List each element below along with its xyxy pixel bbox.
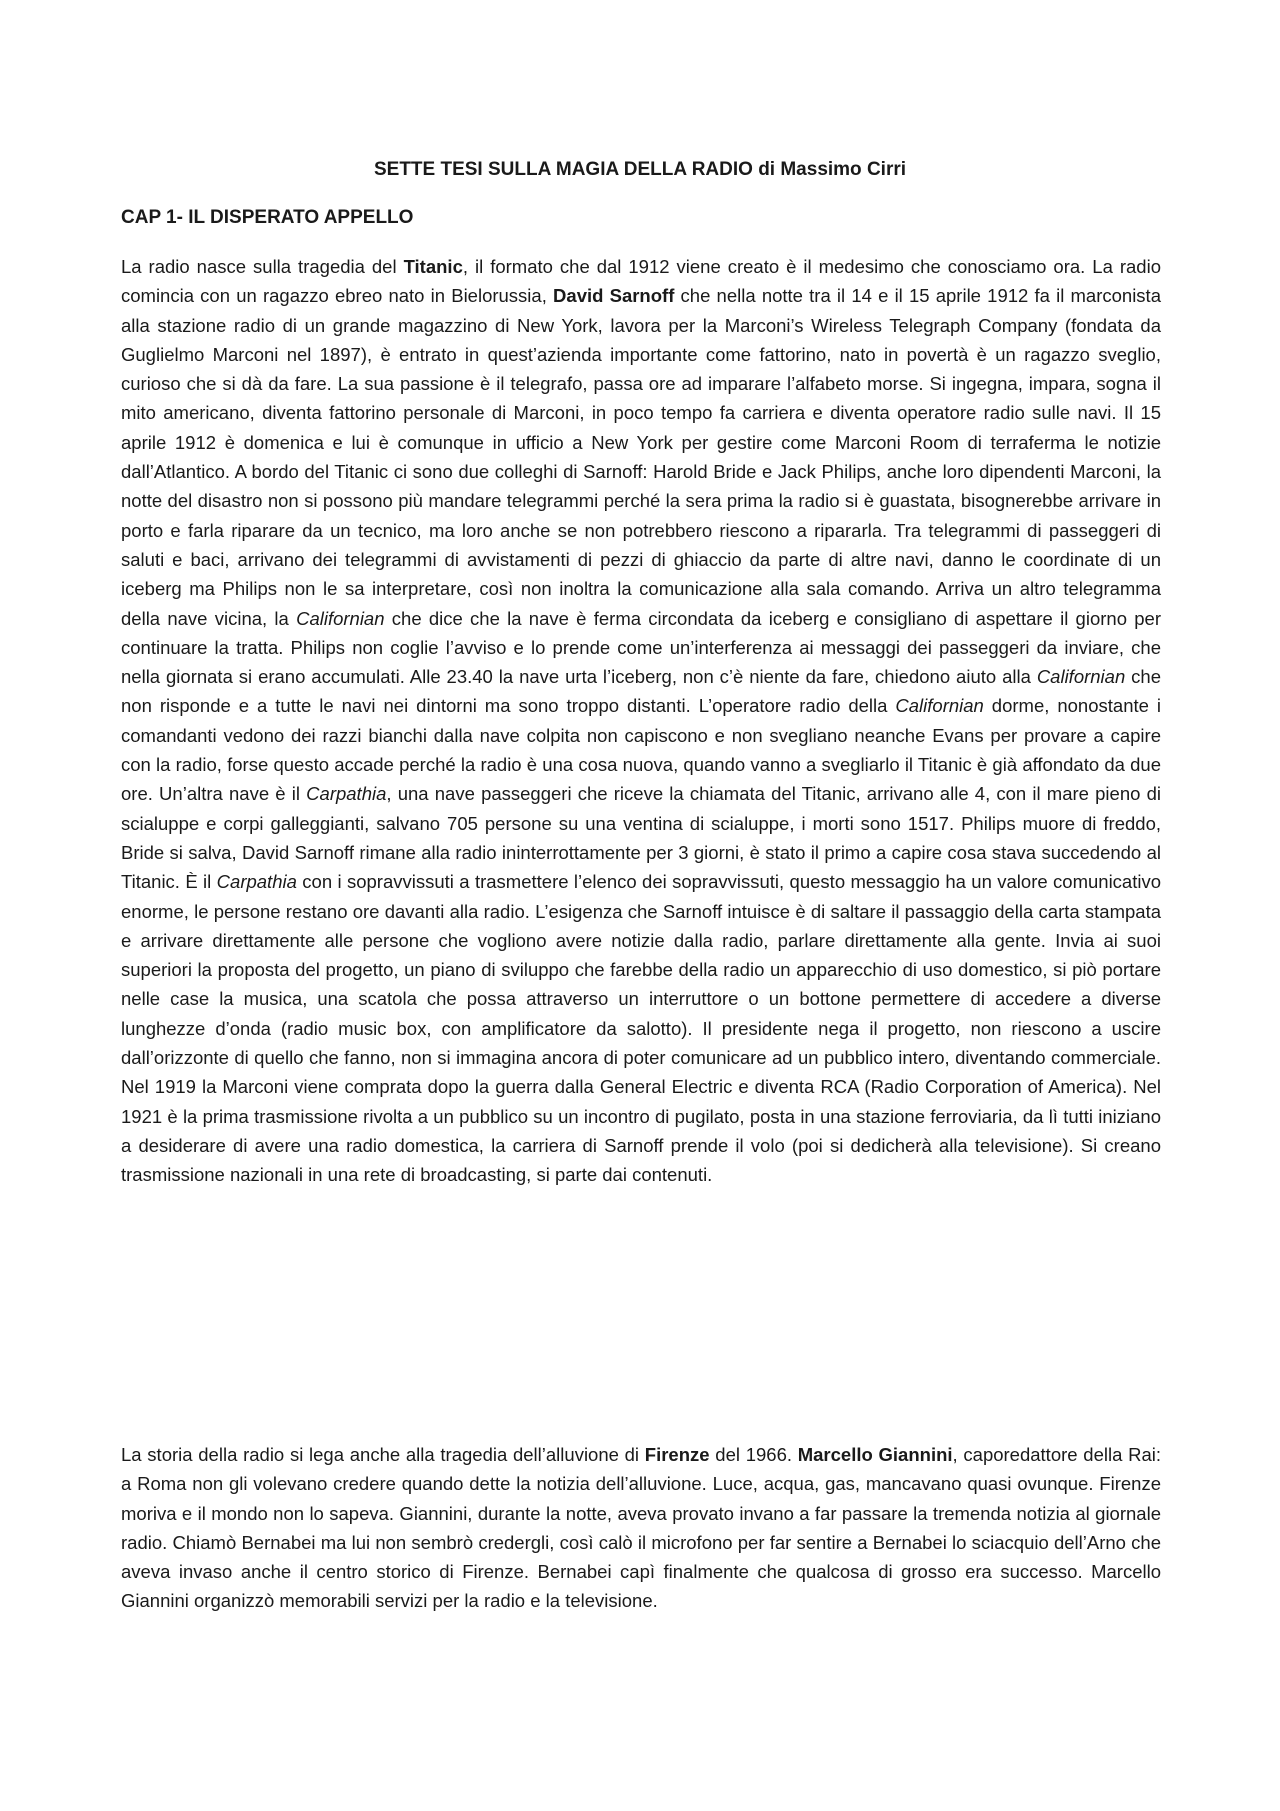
paragraph-titanic	[121, 252, 1161, 1190]
italic-term-californian: Californian	[1036, 666, 1126, 688]
text-segment: dorme, nonostante i comandanti vedono dei razzi bianchi dalla nave colpita non capiscono e non svegliano neanche Evans per provare a capire con la radio, forse questo accade perché la radio è una cosa nuova, quando vanno a svegliarlo il Titanic è già affondato da due ore. Un’altra nave è il	[121, 695, 1161, 805]
bold-term-firenze: Firenze	[644, 1444, 710, 1465]
text-segment: con i sopravvissuti a trasmettere l’elenco dei sopravvissuti, questo messaggio ha un valore comunicativo enorme, le persone restano ore davanti alla radio. L’esigenza che Sarnoff intuisce è di saltare il passaggio della carta stampata e arrivare direttamente alle persone che vogliono avere notizie dalla radio, parlare direttamente alla gente. Invia ai suoi superiori la proposta del progetto, un piano di sviluppo che farebbe della radio un apparecchio di uso domestico, si piò portare nelle case la musica, una scatola che possa attraverso un interruttore o un bottone permettere di accedere a diverse lunghezze d’onda (radio music box, con amplificatore da salotto). Il presidente nega il progetto, non riescono a uscire dall’orizzonte di quello che fanno, non si immagina ancora di poter comunicare ad un pubblico intero, diventando commerciale. Nel 1919 la Marconi viene comprata dopo la guerra dalla General Electric e diventa RCA (Radio Corporation of America). Nel 1921 è la prima trasmissione rivolta a un pubblico su un incontro di pugilato, posta in una stazione ferroviaria, da lì tutti iniziano a desiderare di avere una radio domestica, la carriera di Sarnoff prende il volo (poi si dedicherà alla televisione). Si creano trasmissione nazionali in una rete di broadcasting, si parte dai contenuti.	[121, 871, 1162, 1186]
text-segment: , caporedattore della Rai: a Roma non gli volevano credere quando dette la notizia dell’alluvione. Luce, acqua, gas, mancavano quasi ovunque. Firenze moriva e il mondo non lo sapeva. Giannini, durante la notte, aveva provato invano a far passare la tremenda notizia al giornale radio. Chiamò Bernabei ma lui non sembrò credergli, così calò il microfono per far sentire a Bernabei lo sciacquio dell’Arno che aveva invaso anche il centro storico di Firenze. Bernabei capì finalmente che qualcosa di grosso era successo. Marcello Giannini organizzò memorabili servizi per la radio e la televisione.	[121, 1444, 1162, 1612]
text-segment: che dice che la nave è ferma circondata da iceberg e consigliano di aspettare il giorno per continuare la tratta. Philips non coglie l’avviso e lo prende come un’interferenza ai messaggi dei passeggeri da inviare, che nella giornata si erano accumulati. Alle 23.40 la nave urta l’iceberg, non c’è niente da fare, chiedono aiuto alla	[121, 607, 1161, 688]
bold-term-titanic: Titanic	[403, 256, 463, 277]
text-segment: che nella notte tra il 14 e il 15 aprile 1912 fa il marconista alla stazione radio di un grande magazzino di New York, lavora per la Marconi’s Wireless Telegraph Company (fondata da Guglielmo Marconi nel 1897), è entrato in quest’azienda importante come fattorino, nato in povertà è un ragazzo sveglio, curioso che si dà da fare. La sua passione è il telegrafo, passa ore ad imparare l’alfabeto morse. Si ingegna, impara, sogna il mito americano, diventa fattorino personale di Marconi, in poco tempo fa carriera e diventa operatore radio sulle navi. Il 15 aprile 1912 è domenica e lui è comunque in ufficio a New York per gestire come Marconi Room di terraferma le notizie dall’Atlantico. A bordo del Titanic ci sono due colleghi di Sarnoff: Harold Bride e Jack Philips, anche loro dipendenti Marconi, la notte del disastro non si possono più mandare telegrammi perché la sera prima la radio si è guastata, bisognerebbe arrivare in porto e farla riparare da un tecnico, ma loro anche se non potrebbero riescono a ripararla. Tra telegrammi di passeggeri di saluti e baci, arrivano dei telegrammi di avvistamenti di pezzi di ghiaccio da parte di altre navi, danno le coordinate di un iceberg ma Philips non le sa interpretare, così non inoltra la comunicazione alla sala comando. Arriva un altro telegramma della nave vicina, la	[121, 285, 1161, 629]
italic-term-carpathia: Carpathia	[306, 783, 387, 805]
bold-term-marcello-giannini: Marcello Giannini	[797, 1444, 953, 1465]
italic-term-carpathia: Carpathia	[216, 871, 297, 893]
document-title: SETTE TESI SULLA MAGIA DELLA RADIO di Massimo Cirri	[373, 159, 907, 180]
paragraph-firenze	[121, 1440, 1161, 1616]
text-segment: , una nave passeggeri che riceve la chiamata del Titanic, arrivano alle 4, con il mare pieno di scialuppe e corpi galleggianti, salvano 705 persone su una ventina di scialuppe, i morti sono 1517. Philips muore di freddo, Bride si salva, David Sarnoff rimane alla radio ininterrottamente per 3 giorni, è stato il primo a capire cosa stava succedendo al Titanic. È il	[121, 783, 1161, 893]
italic-term-californian: Californian	[296, 607, 385, 629]
italic-term-californian: Californian	[895, 695, 984, 717]
text-segment: La radio nasce sulla tragedia del	[121, 256, 404, 277]
text-segment: del 1966.	[709, 1444, 798, 1465]
text-segment: La storia della radio si lega anche alla tragedia dell’alluvione di	[121, 1444, 645, 1465]
bold-term-david-sarnoff: David Sarnoff	[553, 285, 675, 307]
chapter-title: CAP 1- IL DISPERATO APPELLO	[121, 207, 414, 228]
text-segment: che non risponde e a tutte le navi nei dintorni ma sono troppo distanti. L’operatore radio della	[121, 666, 1162, 717]
text-segment: , il formato che dal 1912 viene creato è il medesimo che conosciamo ora. La radio comincia con un ragazzo ebreo nato in Bielorussia,	[121, 256, 1161, 307]
